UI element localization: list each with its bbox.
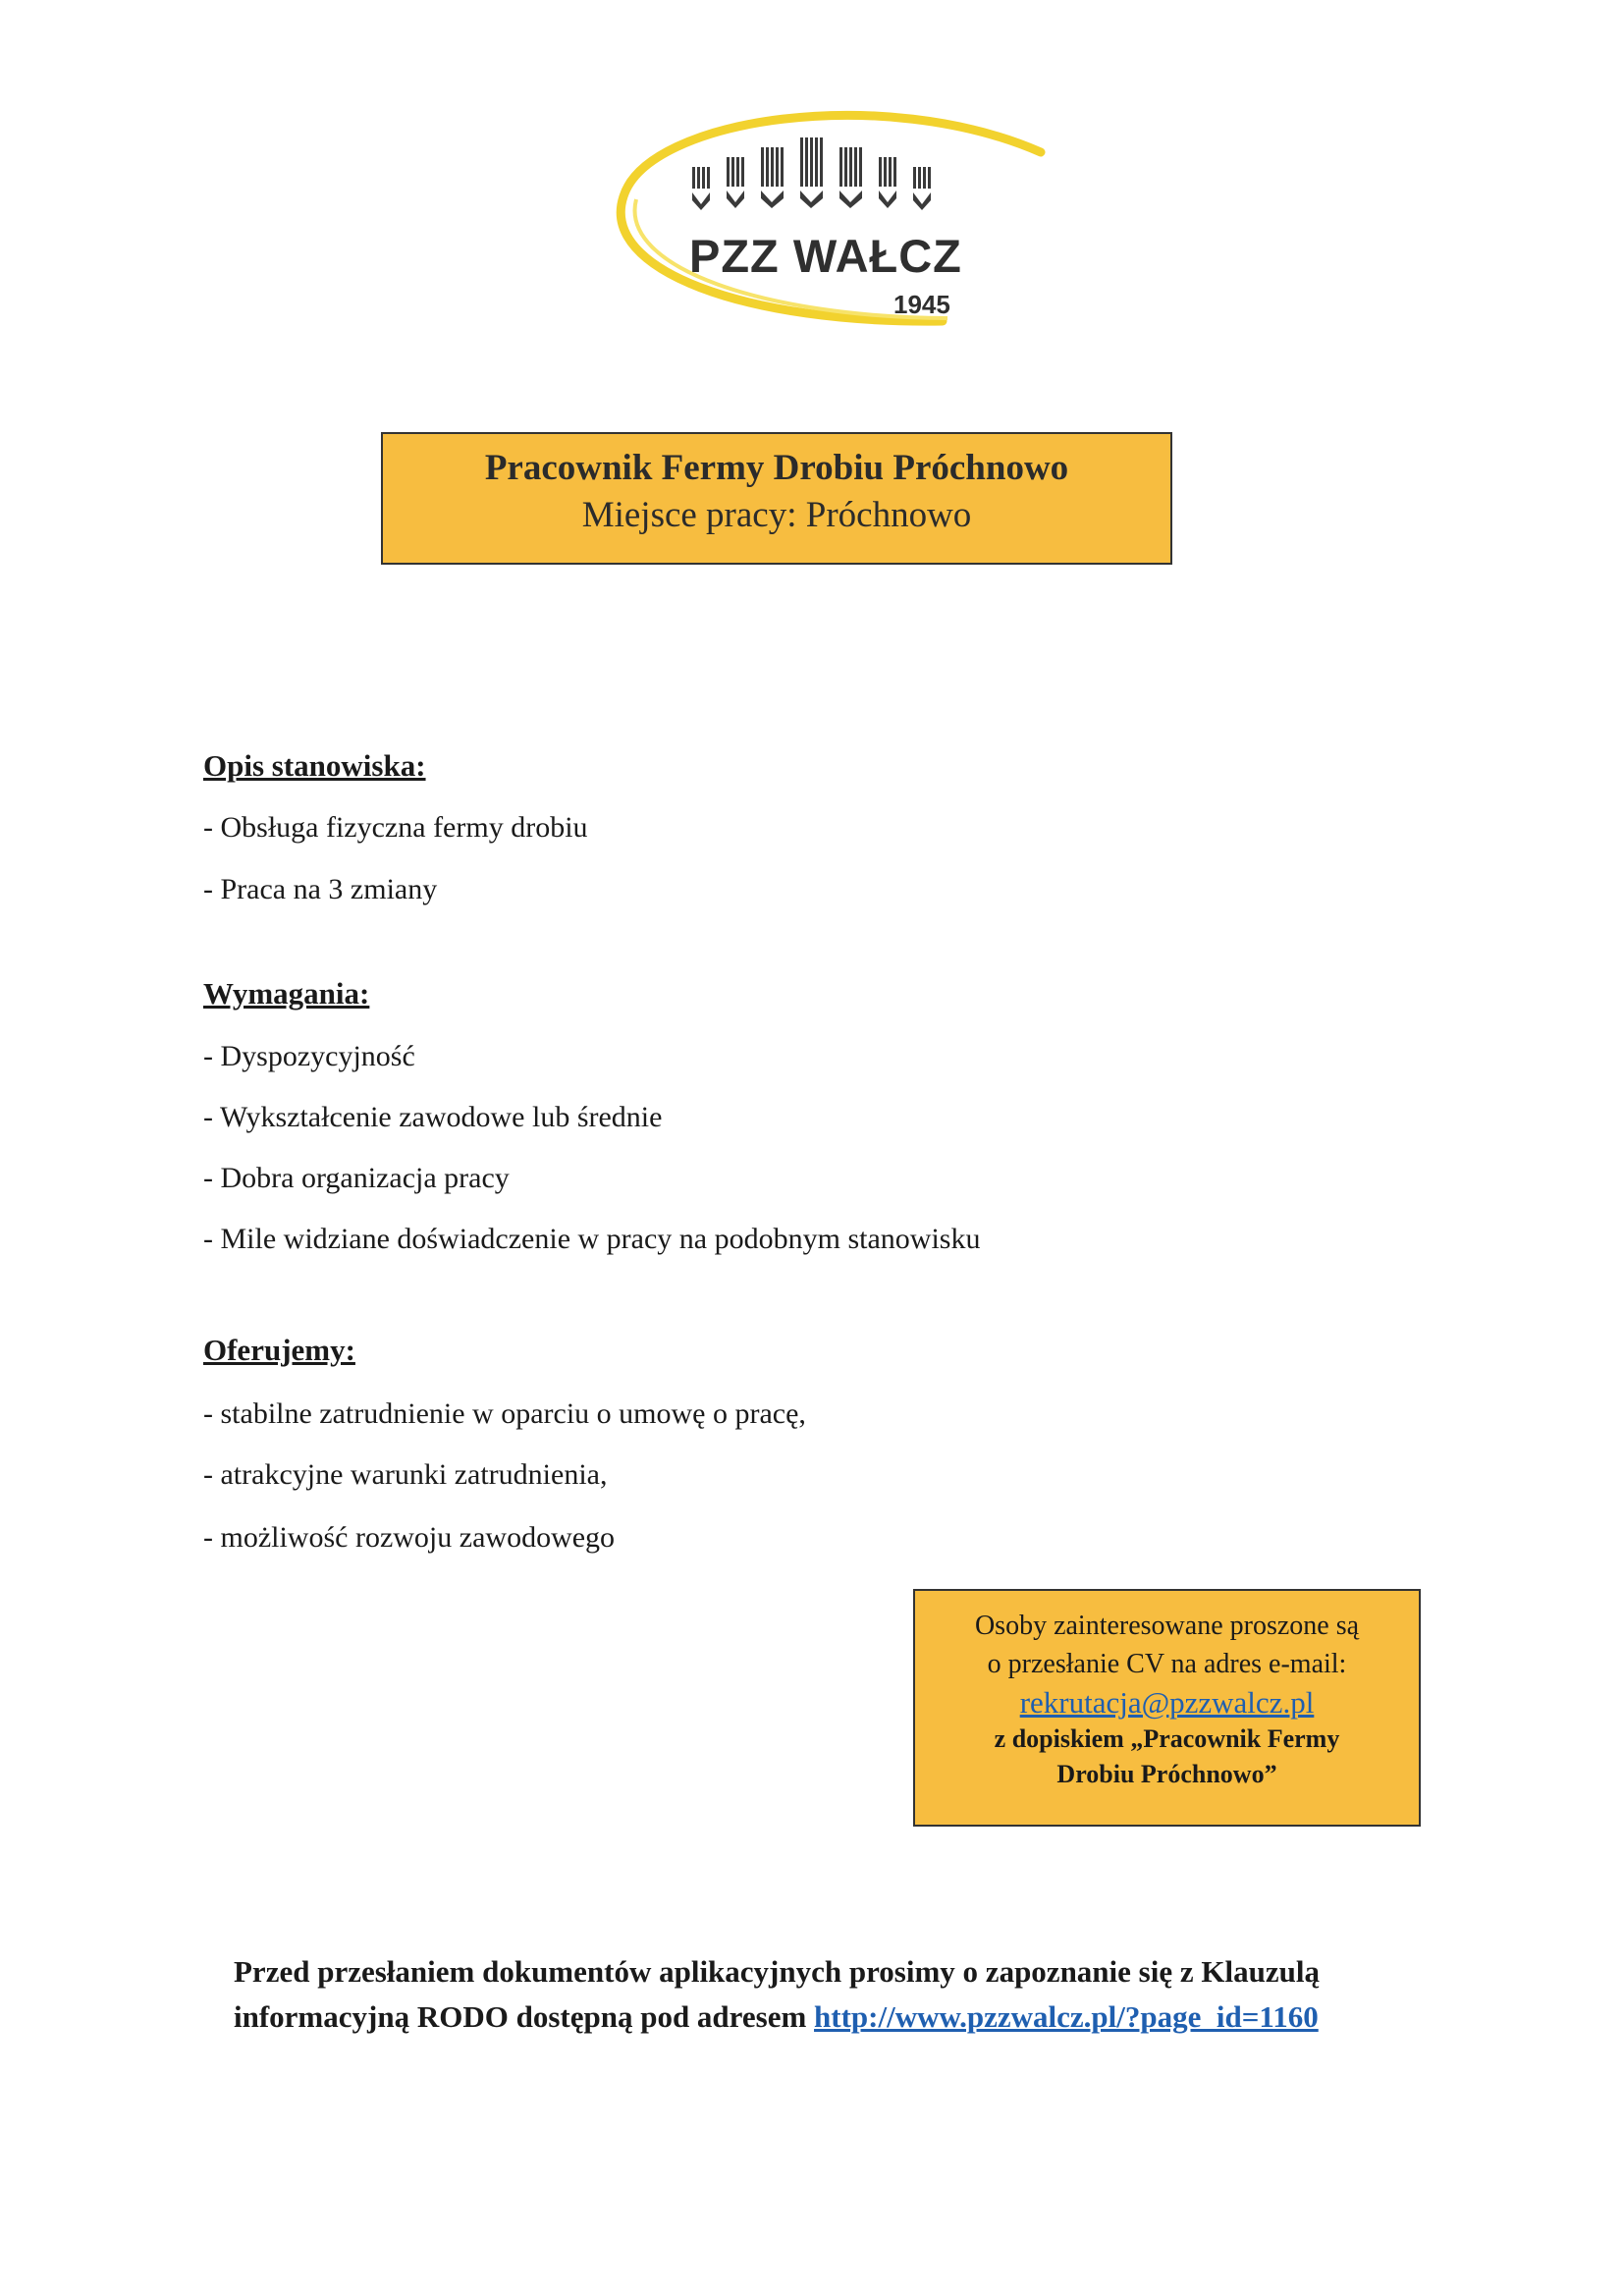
list-item: - Praca na 3 zmiany — [203, 873, 438, 905]
list-item: - Wykształcenie zawodowe lub średnie — [203, 1101, 663, 1133]
section-heading-wymagania: Wymagania: — [203, 976, 370, 1011]
contact-line: Osoby zainteresowane proszone są — [974, 1611, 1360, 1641]
contact-line: o przesłanie CV na adres e-mail: — [987, 1649, 1347, 1679]
logo-year: 1945 — [893, 290, 950, 319]
rodo-notice — [234, 1949, 1432, 2040]
company-logo — [599, 93, 1060, 329]
list-item: - Dyspozycyjność — [203, 1040, 415, 1072]
section-heading-oferujemy: Oferujemy: — [203, 1333, 355, 1367]
email-link[interactable]: rekrutacja@pzzwalcz.pl — [1019, 1685, 1315, 1720]
contact-box — [913, 1589, 1421, 1827]
list-item: - Mile widziane doświadczenie w pracy na podobnym stanowisku — [203, 1223, 981, 1255]
rodo-notice-text: informacyjną RODO dostępną pod adresem — [234, 1999, 815, 2034]
list-item: - możliwość rozwoju zawodowego — [203, 1521, 616, 1554]
rodo-link[interactable]: http://www.pzzwalcz.pl/?page_id=1160 — [814, 1999, 1319, 2034]
logo-name: PZZ WAŁCZ — [689, 230, 962, 282]
list-item: - Dobra organizacja pracy — [203, 1162, 510, 1194]
rodo-notice-line — [234, 1995, 1432, 2040]
job-title-box — [381, 432, 1172, 565]
job-location: Miejsce pracy: Próchnowo — [581, 495, 972, 535]
contact-note: z dopiskiem „Pracownik Fermy — [994, 1724, 1340, 1753]
rodo-notice-line: Przed przesłaniem dokumentów aplikacyjnych prosimy o zapoznanie się z Klauzulą — [234, 1954, 1320, 1989]
section-heading-opis: Opis stanowiska: — [203, 748, 426, 783]
list-item: - stabilne zatrudnienie w oparciu o umowę o pracę, — [203, 1397, 806, 1430]
list-item: - atrakcyjne warunki zatrudnienia, — [203, 1458, 608, 1491]
contact-note: Drobiu Próchnowo” — [1056, 1760, 1277, 1788]
job-title: Pracownik Fermy Drobiu Próchnowo — [484, 448, 1069, 488]
list-item: - Obsługa fizyczna fermy drobiu — [203, 811, 588, 844]
wheat-ears-icon — [599, 93, 1060, 329]
